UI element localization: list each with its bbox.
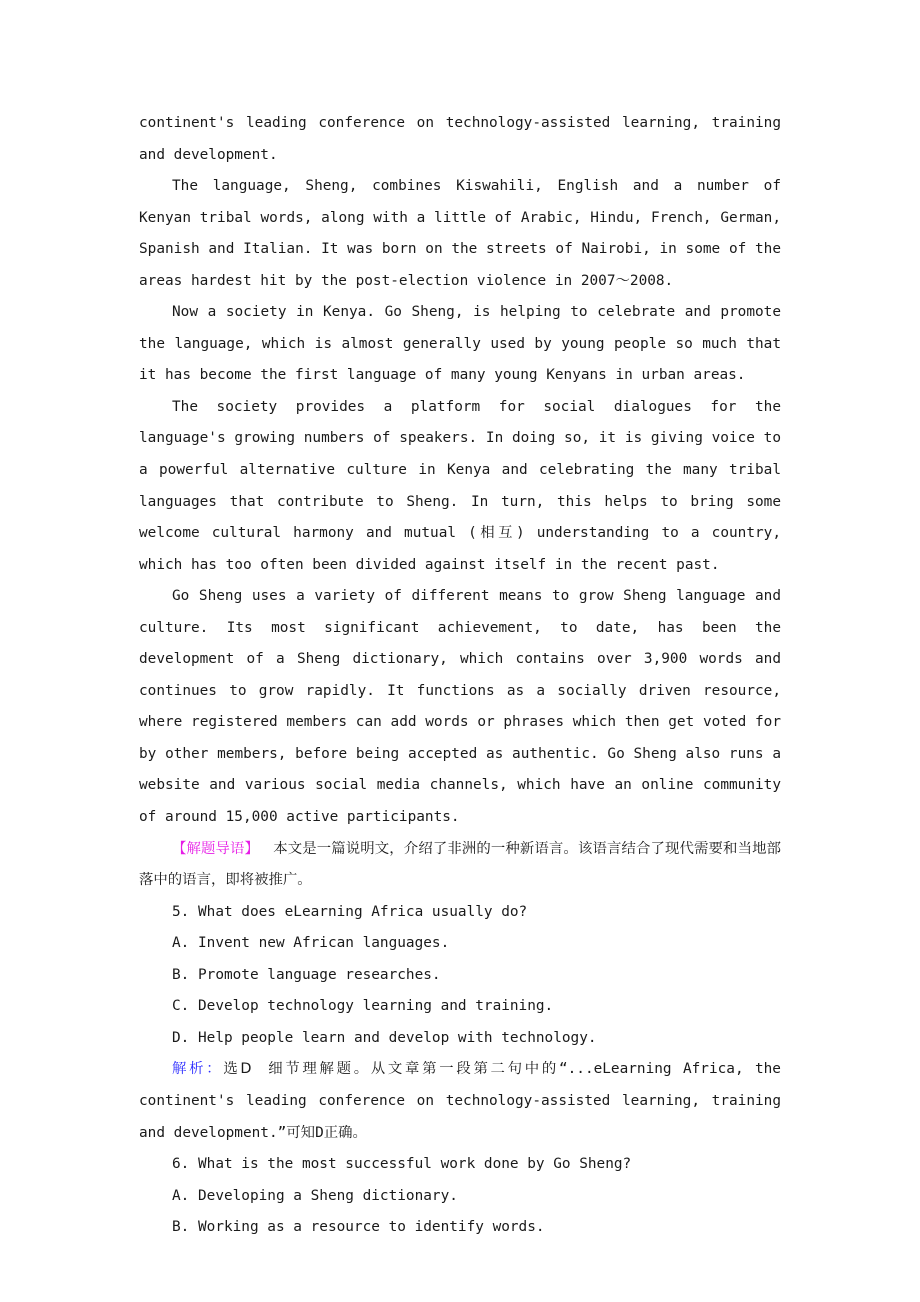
option-d: D. Help people learn and develop with technology. xyxy=(172,1029,597,1046)
option-a: A. Developing a Sheng dictionary. xyxy=(172,1187,458,1204)
question-5 xyxy=(139,897,781,1149)
option-b: B. Working as a resource to identify words. xyxy=(172,1219,545,1236)
passage-paragraph: continent's leading conference on technology-assisted learning, training and development. xyxy=(139,115,781,163)
passage-paragraph: Go Sheng uses a variety of different means to grow Sheng language and culture. Its most significant achievement, to date, has been the development of a Sheng dictionary, which contains over 3,900 words and continues to grow rapidly. It functions as a socially driven resource, where registered members can add words or phrases which then get voted for by other members, before being accepted as authentic. Go Sheng also runs a website and various social media channels, which have an online community of around 15,000 active participants. xyxy=(139,588,781,826)
option-a: A. Invent new African languages. xyxy=(172,935,450,952)
reading-guide-label: 【解题导语】 xyxy=(172,840,260,857)
analysis-answer: 选D xyxy=(223,1061,252,1078)
passage-paragraph: The society provides a platform for social dialogues for the language's growing numbers of speakers. In doing so, it is giving voice to a powerful alternative culture in Kenya and celebrating the many tribal languages that contribute to Sheng. In turn, this helps to bring some welcome cultural harmony and mutual (相互) understanding to a country, which has too often been divided against itself in the recent past. xyxy=(139,398,781,573)
option-c: C. Develop technology learning and training. xyxy=(172,998,554,1015)
passage-paragraph: The language, Sheng, combines Kiswahili, English and a number of Kenyan tribal words, along with a little of Arabic, Hindu, French, German, Spanish and Italian. It was born on the streets of Nairobi, in some of the areas hardest hit by the post-election violence in 2007～2008. xyxy=(139,178,781,289)
reading-guide-text: 本文是一篇说明文，介绍了非洲的一种新语言。该语言结合了现代需要和当地部落中的语言，即将被推广。 xyxy=(139,840,781,889)
question-stem: 6. What is the most successful work done by Go Sheng? xyxy=(172,1156,632,1173)
document-page xyxy=(139,108,781,1244)
analysis-label: 解析： xyxy=(172,1061,224,1078)
passage-paragraph: Now a society in Kenya. Go Sheng, is helping to celebrate and promote the language, which is almost generally used by young people so much that it has become the first language of many young Kenyans in urban areas. xyxy=(139,304,781,384)
reading-guide xyxy=(139,834,781,897)
question-stem: 5. What does eLearning Africa usually do? xyxy=(172,903,528,920)
answer-analysis xyxy=(139,1054,781,1149)
question-6 xyxy=(139,1149,781,1244)
option-b: B. Promote language researches. xyxy=(172,966,441,983)
analysis-text: 细节理解题。从文章第一段第二句中的“...eLearning Africa, the continent's leading conference on technology-assisted learning, training and development.”可知D正确。 xyxy=(139,1061,781,1141)
